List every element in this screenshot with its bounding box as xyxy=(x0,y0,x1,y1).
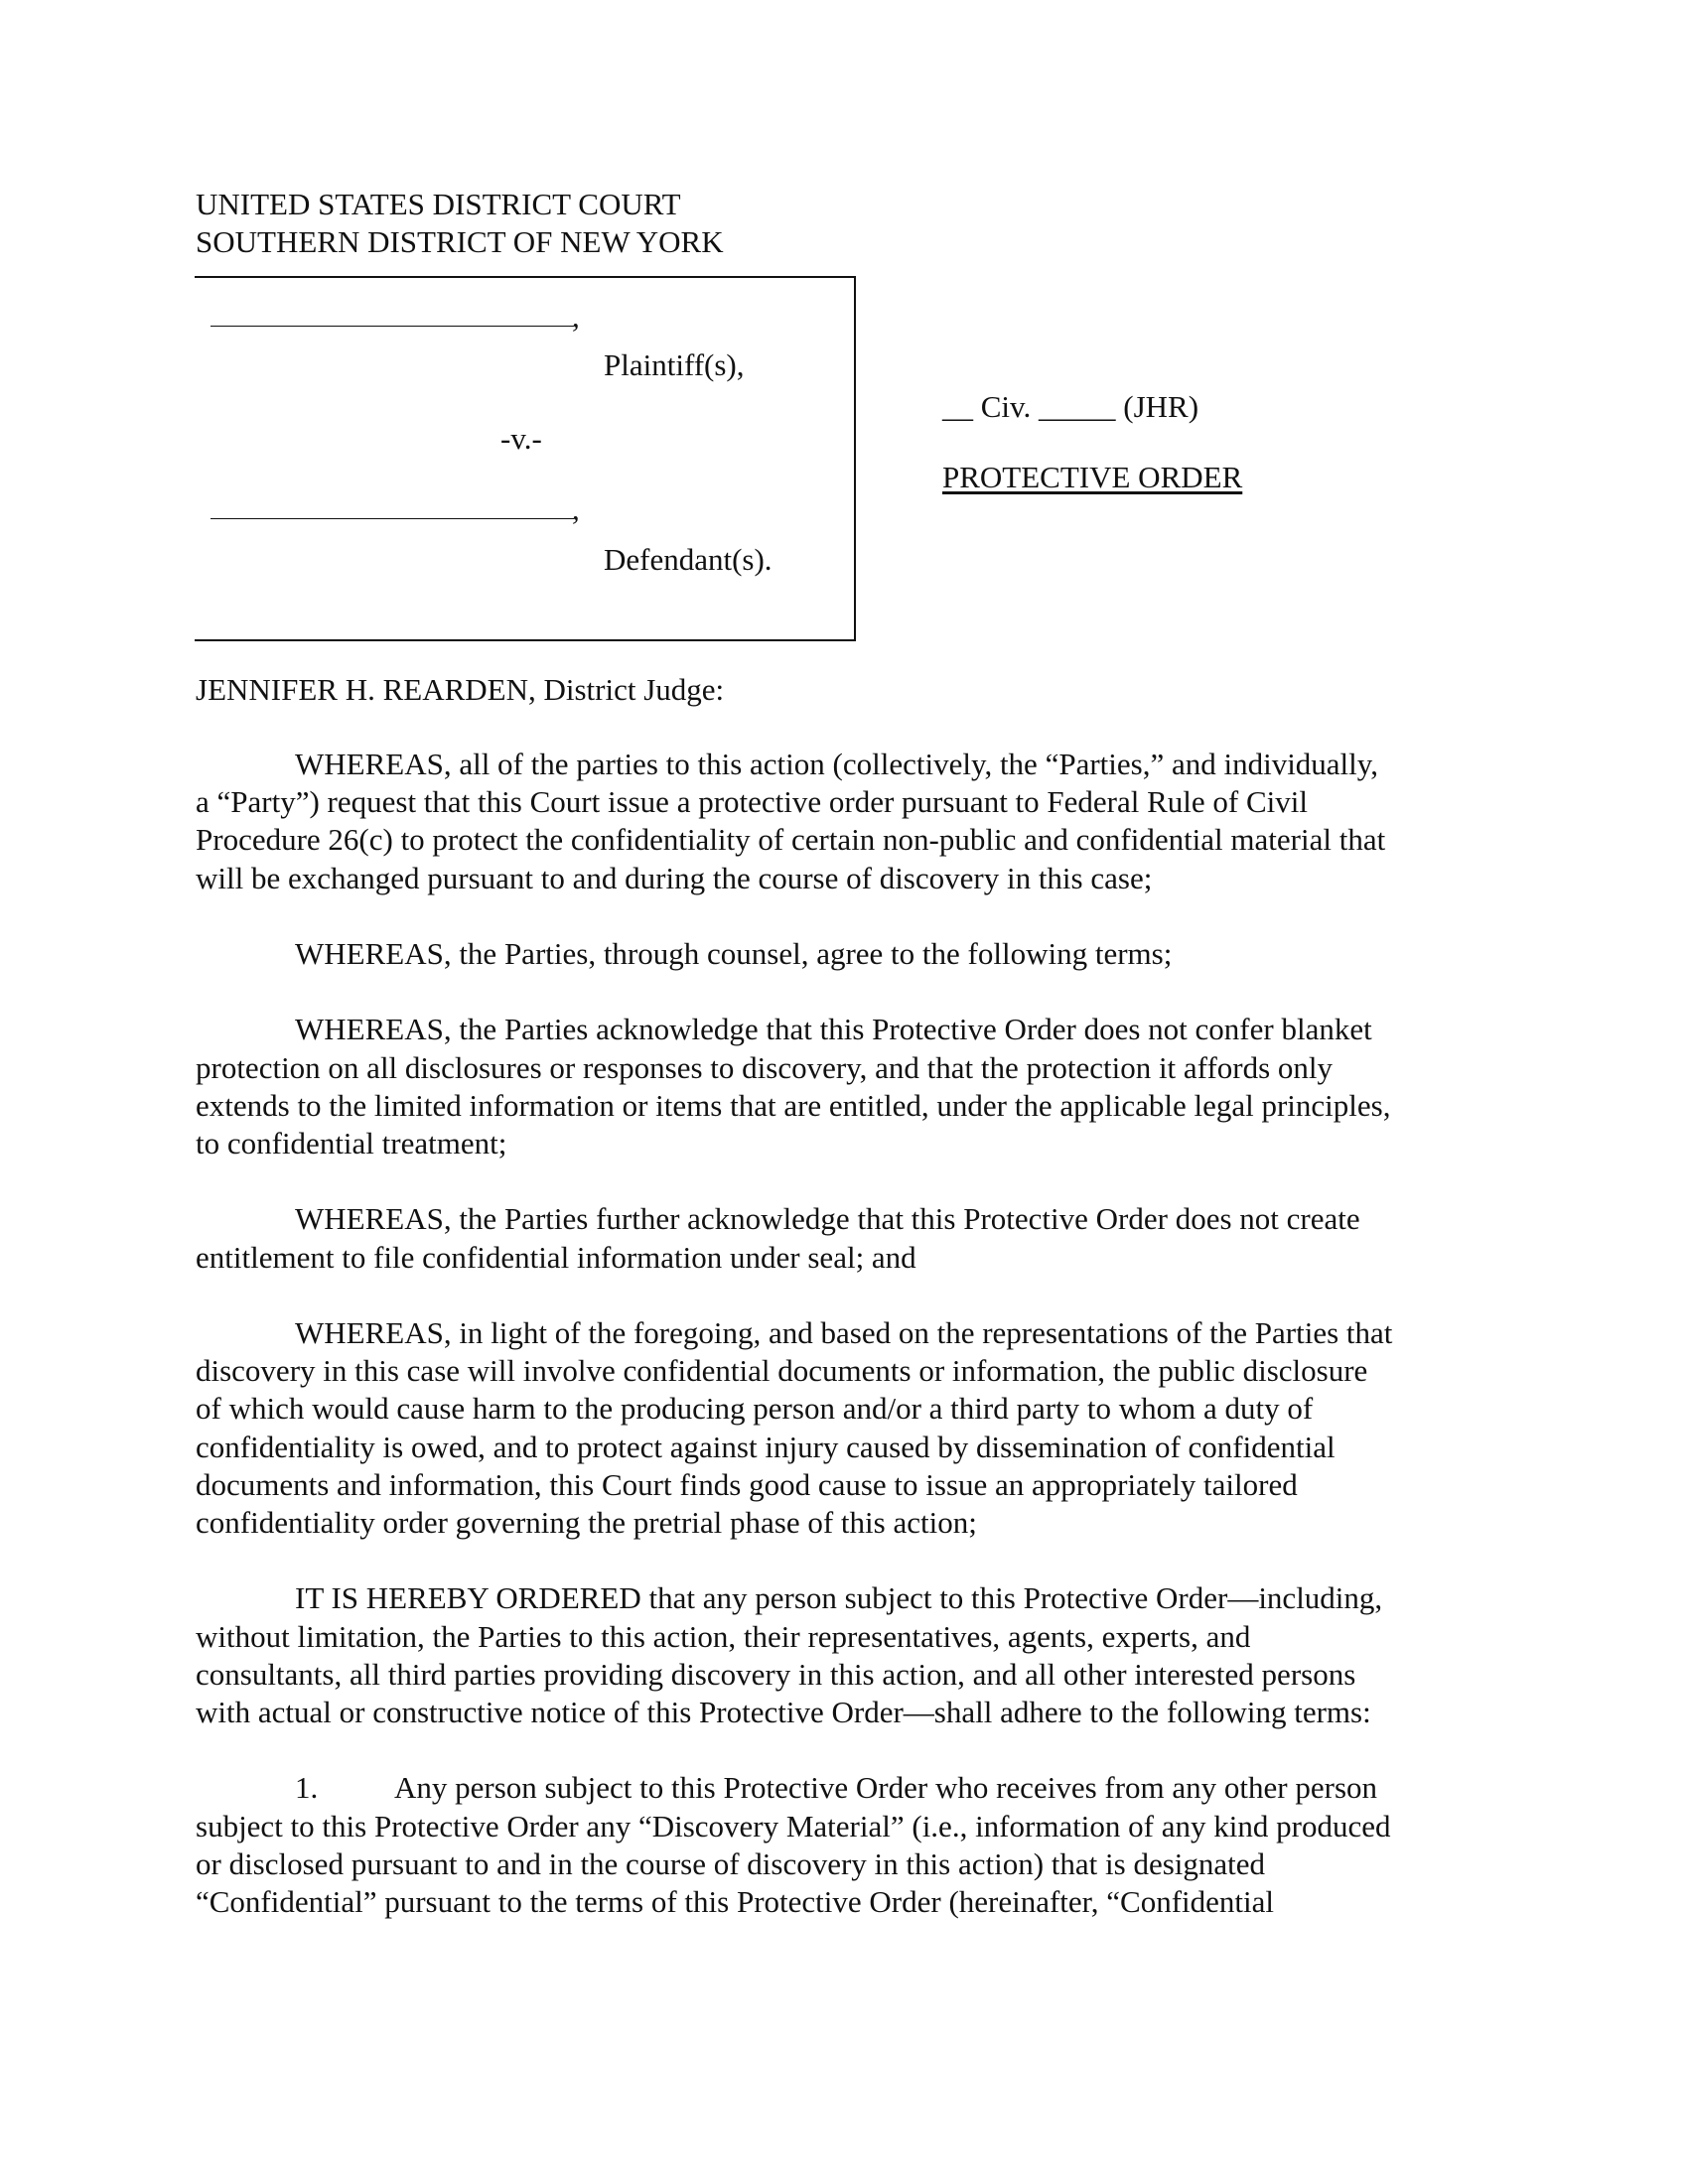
defendant-comma: , xyxy=(572,491,580,526)
plaintiff-comma: , xyxy=(572,299,580,334)
line-text: Procedure 26(c) to protect the confidentiality of certain non-public and confidential material that xyxy=(196,822,1386,858)
document-title: PROTECTIVE ORDER xyxy=(942,460,1243,494)
line-text: WHEREAS, in light of the foregoing, and based on the representations of the Parties that xyxy=(295,1314,1393,1350)
paragraph-line xyxy=(196,1049,1477,1087)
paragraph-line xyxy=(196,1845,1477,1883)
line-text: consultants, all third parties providing discovery in this action, and all other interested persons xyxy=(196,1656,1356,1692)
court-district: SOUTHERN DISTRICT OF NEW YORK xyxy=(196,224,724,259)
paragraph-line xyxy=(196,935,1477,973)
paragraph-number: 1. xyxy=(295,1770,319,1806)
paragraph xyxy=(196,935,1477,973)
line-text: confidentiality order governing the pretrial phase of this action; xyxy=(196,1505,977,1540)
case-number: __ Civ. _____ (JHR) xyxy=(942,389,1199,424)
line-text: of which would cause harm to the producing person and/or a third party to whom a duty of xyxy=(196,1391,1314,1427)
line-text: WHEREAS, all of the parties to this action (collectively, the “Parties,” and individually, xyxy=(295,747,1379,781)
paragraph-line xyxy=(196,860,1477,897)
defendant-label: Defendant(s). xyxy=(604,542,773,577)
line-text: protection on all disclosures or responses to discovery, and that the protection it affords only xyxy=(196,1049,1334,1085)
paragraph xyxy=(196,1200,1477,1276)
line-text: extends to the limited information or items that are entitled, under the applicable legal principles, xyxy=(196,1087,1391,1123)
plaintiff-name-blank xyxy=(211,326,574,327)
paragraph xyxy=(196,1579,1477,1731)
paragraph-line xyxy=(196,1352,1477,1390)
paragraph xyxy=(196,1314,1477,1542)
line-text: entitlement to file confidential information under seal; and xyxy=(196,1239,916,1275)
paragraph-line xyxy=(196,1579,1477,1617)
case-caption-box xyxy=(195,276,856,641)
paragraph-line xyxy=(196,1239,1477,1277)
line-text: IT IS HEREBY ORDERED that any person subject to this Protective Order—including, xyxy=(295,1580,1383,1616)
line-text: documents and information, this Court finds good cause to issue an appropriately tailored xyxy=(196,1466,1298,1502)
defendant-name-blank xyxy=(211,518,574,519)
paragraph-line xyxy=(196,1466,1477,1504)
line-text: discovery in this case will involve confidential documents or information, the public disclosure xyxy=(196,1353,1368,1389)
court-name: UNITED STATES DISTRICT COURT xyxy=(196,187,681,221)
paragraph-line xyxy=(196,821,1477,859)
line-text: confidentiality is owed, and to protect against injury caused by dissemination of confidential xyxy=(196,1429,1336,1464)
paragraph-line xyxy=(196,1314,1477,1352)
line-text: or disclosed pursuant to and in the course of discovery in this action) that is designated xyxy=(196,1845,1266,1881)
paragraph-line xyxy=(196,1808,1477,1845)
paragraph-line xyxy=(196,1883,1477,1921)
paragraph-line xyxy=(196,1011,1477,1048)
paragraph xyxy=(196,1011,1477,1162)
line-text: WHEREAS, the Parties acknowledge that this Protective Order does not confer blanket xyxy=(295,1012,1372,1047)
line-text: “Confidential” pursuant to the terms of this Protective Order (hereinafter, “Confidential xyxy=(196,1884,1274,1919)
paragraph-line xyxy=(196,746,1477,783)
plaintiff-label: Plaintiff(s), xyxy=(604,347,745,382)
line-text: Any person subject to this Protective Order who receives from any other person xyxy=(394,1770,1378,1806)
paragraph-line xyxy=(196,1390,1477,1428)
document-body xyxy=(196,746,1477,1959)
paragraph-line xyxy=(196,1429,1477,1466)
paragraph-line xyxy=(196,1200,1477,1238)
line-text: WHEREAS, the Parties further acknowledge that this Protective Order does not create xyxy=(295,1201,1360,1237)
paragraph-line xyxy=(196,1125,1477,1162)
line-text: with actual or constructive notice of this Protective Order—shall adhere to the following terms: xyxy=(196,1695,1371,1729)
paragraph-line xyxy=(196,1769,1477,1807)
numbered-paragraph xyxy=(196,1769,1477,1921)
paragraph-line xyxy=(196,1694,1477,1731)
line-text: will be exchanged pursuant to and during the course of discovery in this case; xyxy=(196,860,1153,895)
judge-line: JENNIFER H. REARDEN, District Judge: xyxy=(196,672,725,707)
paragraph-line xyxy=(196,1618,1477,1656)
line-text: a “Party”) request that this Court issue a protective order pursuant to Federal Rule of Civil xyxy=(196,784,1309,820)
paragraph-line xyxy=(196,1504,1477,1542)
versus-label: -v.- xyxy=(500,421,542,456)
line-text: subject to this Protective Order any “Discovery Material” (i.e., information of any kind produced xyxy=(196,1808,1391,1843)
line-text: to confidential treatment; xyxy=(196,1126,507,1160)
paragraph-line xyxy=(196,783,1477,821)
line-text: without limitation, the Parties to this action, their representatives, agents, experts, and xyxy=(196,1618,1251,1654)
paragraph xyxy=(196,746,1477,897)
line-text: WHEREAS, the Parties, through counsel, agree to the following terms; xyxy=(295,936,1173,971)
paragraph-line xyxy=(196,1656,1477,1694)
paragraph-line xyxy=(196,1087,1477,1125)
